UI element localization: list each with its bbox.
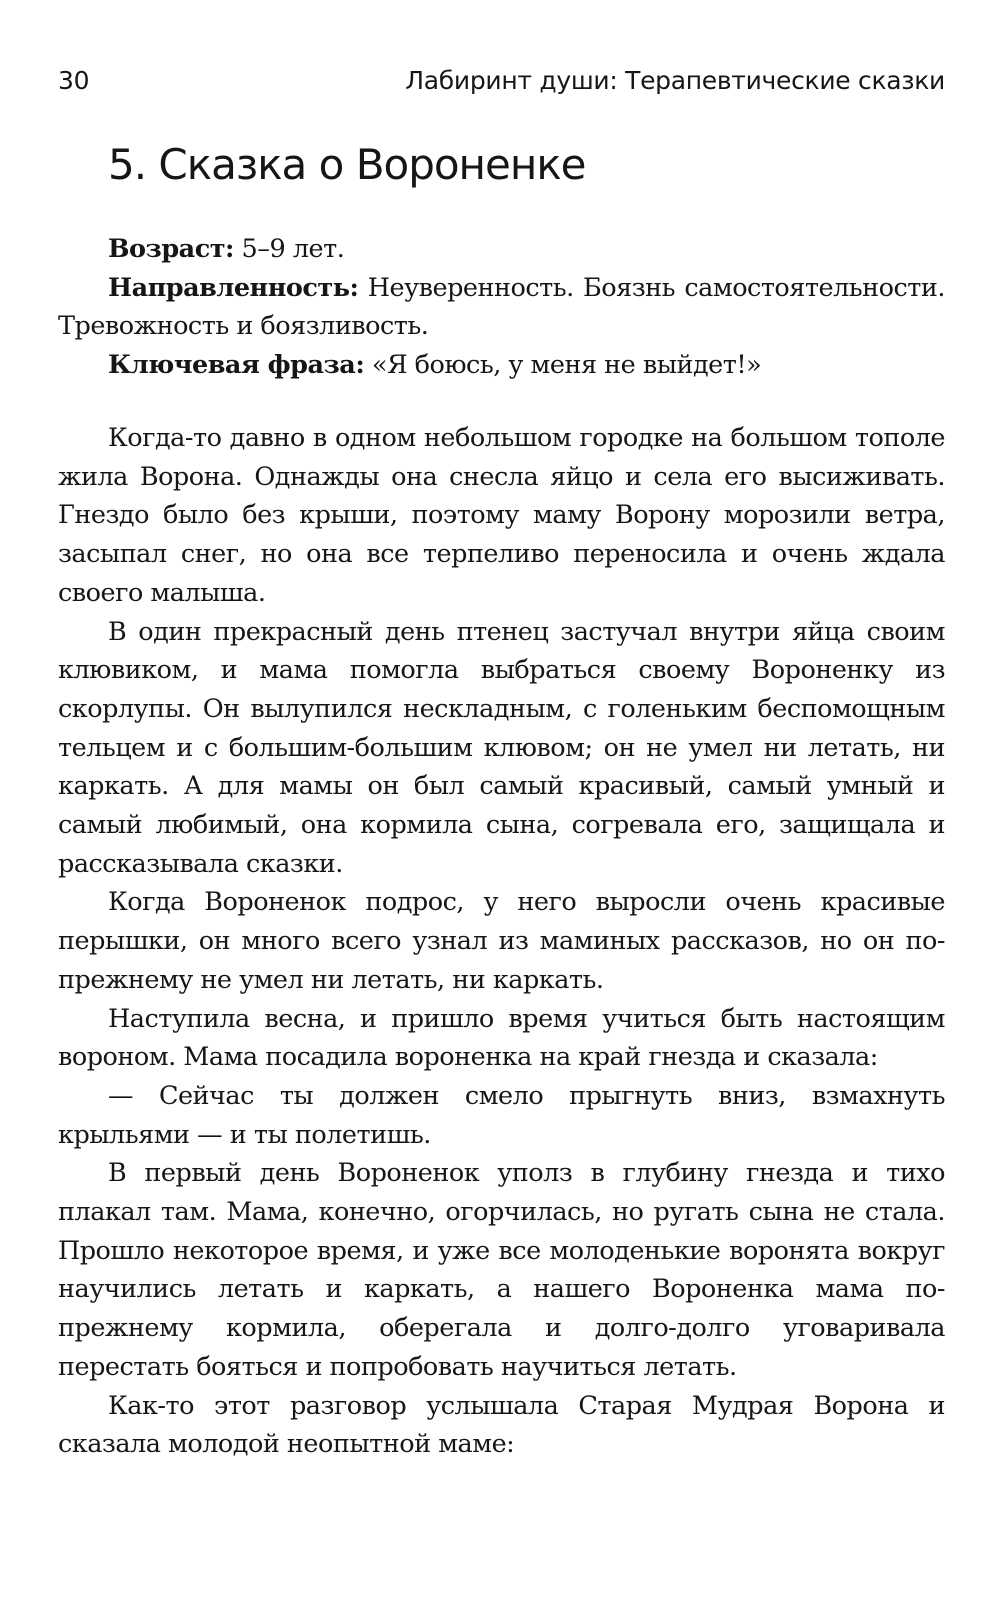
meta-key-phrase-value: «Я боюсь, у меня не выйдет!» xyxy=(364,350,762,381)
story-paragraph: Наступила весна, и пришло время учиться быть настоящим вороном. Мама посадила вороненка на край гнезда и сказала: xyxy=(58,1003,945,1073)
story-paragraph: Когда-то давно в одном небольшом городке на большом тополе жила Ворона. Однажды она снесла яйцо и села его высиживать. Гнездо было без крыши, поэтому маму Ворону морозили ветра, засыпал снег, но она все терпеливо переносила и очень ждала своего малыша. xyxy=(58,423,945,608)
meta-age-value: 5–9 лет. xyxy=(233,234,345,264)
page-number: 30 xyxy=(58,66,90,95)
story-paragraph: Как-то этот разговор услышала Старая Мудрая Ворона и сказала молодой неопытной маме: xyxy=(58,1390,945,1460)
story-paragraph: — Сейчас ты должен смело прыгнуть вниз, взмахнуть крыльями — и ты полетишь. xyxy=(58,1080,945,1150)
story-paragraph: Когда Вороненок подрос, у него выросли очень красивые перышки, он много всего узнал из маминых рассказов, но он по-прежнему не умел ни летать, ни каркать. xyxy=(58,887,945,995)
running-head xyxy=(58,66,945,106)
meta-focus xyxy=(58,269,945,346)
chapter-title: 5. Сказка о Вороненке xyxy=(108,140,586,189)
tale-meta xyxy=(58,230,945,385)
story-text xyxy=(58,419,945,1464)
meta-age-label: Возраст: xyxy=(108,234,234,264)
meta-focus-value: Неуверенность. Боязнь самостоятельности. Тревожность и боязливость. xyxy=(58,272,945,342)
story-paragraph: В первый день Вороненок уполз в глубину гнезда и тихо плакал там. Мама, конечно, огорчилась, но ругать сына не стала. Прошло некоторое время, и уже все молоденькие воронята вокруг научились летать и каркать, а нашего Вороненка мама по-прежнему кормила, оберегала и долго-долго уговаривала перестать бояться и попробовать научиться летать. xyxy=(58,1158,945,1382)
meta-focus-label: Направленность: xyxy=(108,272,359,303)
book-title: Лабиринт души: Терапевтические сказки xyxy=(405,66,945,95)
story-paragraph: В один прекрасный день птенец застучал внутри яйца своим клювиком, и мама помогла выбраться своему Вороненку из скорлупы. Он вылупился нескладным, с голеньким беспомощным тельцем и с большим-большим клювом; он не умел ни летать, ни каркать. А для мамы он был самый красивый, самый умный и самый любимый, она кормила сына, согревала его, защищала и рассказывала сказки. xyxy=(58,616,945,879)
meta-age xyxy=(58,230,945,269)
meta-key-phrase-label: Ключевая фраза: xyxy=(108,350,365,381)
meta-key-phrase xyxy=(58,346,945,385)
